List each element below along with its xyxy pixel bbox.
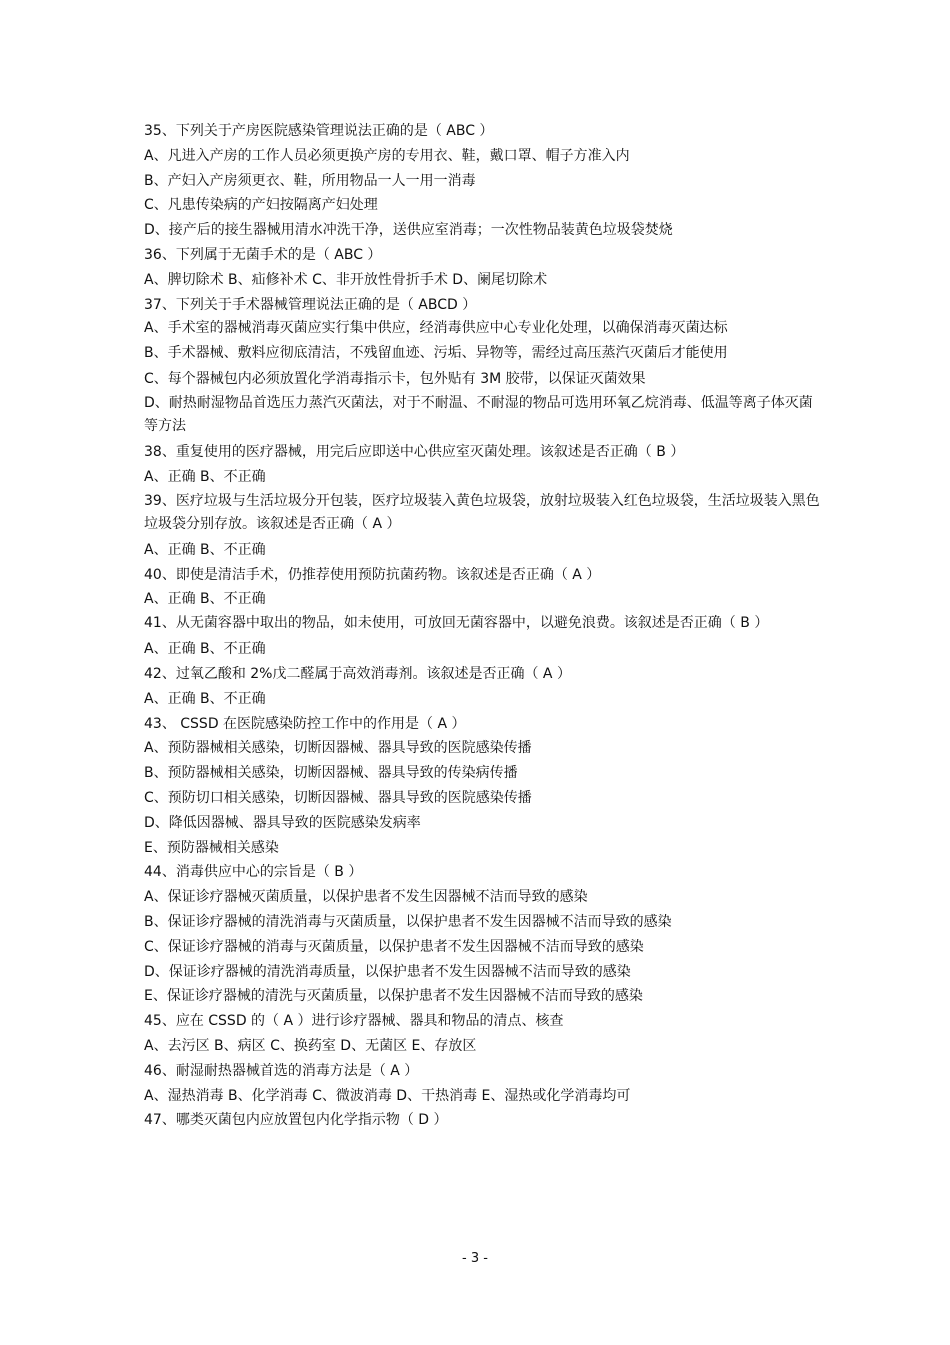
option-line: C、预防切口相关感染，切断因器械、器具导致的医院感染传播 [144,789,532,806]
question-line: 44、消毒供应中心的宗旨是（ B ） [144,864,363,881]
option-line: A、脾切除术 B、疝修补术 C、非开放性骨折手术 D、阑尾切除术 [144,271,548,288]
option-line: A、正确 B、不正确 [144,641,266,658]
question-line: 40、即使是清洁手术，仍推荐使用预防抗菌药物。该叙述是否正确（ A ） [144,566,601,583]
question-line: 41、从无菌容器中取出的物品，如未使用，可放回无菌容器中，以避免浪费。该叙述是否正确（ B ） [144,615,769,632]
option-line: D、保证诊疗器械的清洗消毒质量，以保护患者不发生因器械不洁而导致的感染 [144,963,631,980]
document-body [144,119,824,1133]
question-line: 39、医疗垃圾与生活垃圾分开包装，医疗垃圾装入黄色垃圾袋，放射垃圾装入红色垃圾袋，生活垃圾装入黑色垃圾袋分别存放。该叙述是否正确（ A ） [144,492,820,532]
option-line: A、手术室的器械消毒灭菌应实行集中供应，经消毒供应中心专业化处理，以确保消毒灭菌达标 [144,320,728,337]
option-line: A、正确 B、不正确 [144,468,266,485]
option-line: C、保证诊疗器械的消毒与灭菌质量，以保护患者不发生因器械不洁而导致的感染 [144,938,644,955]
question-line: 42、过氧乙酸和 2%戊二醛属于高效消毒剂。该叙述是否正确（ A ） [144,665,571,682]
option-line: A、保证诊疗器械灭菌质量，以保护患者不发生因器械不洁而导致的感染 [144,889,588,906]
option-line: C、每个器械包内必须放置化学消毒指示卡，包外贴有 3M 胶带，以保证灭菌效果 [144,371,646,388]
option-line: A、凡进入产房的工作人员必须更换产房的专用衣、鞋，戴口罩、帽子方准入内 [144,147,630,164]
question-line: 37、下列关于手术器械管理说法正确的是（ ABCD ） [144,296,477,313]
option-line: E、预防器械相关感染 [144,839,279,856]
option-line: D、耐热耐湿物品首选压力蒸汽灭菌法，对于不耐温、不耐湿的物品可选用环氧乙烷消毒、低温等离子体灭菌等方法 [144,395,813,435]
option-line: A、正确 B、不正确 [144,591,266,608]
option-line: A、正确 B、不正确 [144,541,266,558]
question-line: 36、下列属于无菌手术的是（ ABC ） [144,246,382,263]
option-line: E、保证诊疗器械的清洗与灭菌质量，以保护患者不发生因器械不洁而导致的感染 [144,988,643,1005]
option-line: B、保证诊疗器械的清洗消毒与灭菌质量，以保护患者不发生因器械不洁而导致的感染 [144,913,672,930]
question-line: 38、重复使用的医疗器械，用完后应即送中心供应室灭菌处理。该叙述是否正确（ B ） [144,444,685,461]
option-line: A、去污区 B、病区 C、换药室 D、无菌区 E、存放区 [144,1037,477,1054]
question-line: 43、 CSSD 在医院感染防控工作中的作用是（ A ） [144,715,466,732]
option-line: A、湿热消毒 B、化学消毒 C、微波消毒 D、干热消毒 E、湿热或化学消毒均可 [144,1087,631,1104]
option-line: B、预防器械相关感染，切断因器械、器具导致的传染病传播 [144,765,518,782]
question-line: 45、应在 CSSD 的（ A ）进行诊疗器械、器具和物品的清点、核查 [144,1013,564,1030]
option-line: A、正确 B、不正确 [144,690,266,707]
option-line: D、接产后的接生器械用清水冲洗干净，送供应室消毒；一次性物品装黄色垃圾袋焚烧 [144,222,673,239]
option-line: D、降低因器械、器具导致的医院感染发病率 [144,814,421,831]
page-number: - 3 - [462,1251,488,1266]
question-line: 47、哪类灭菌包内应放置包内化学指示物（ D ） [144,1112,448,1129]
option-line: B、手术器械、敷料应彻底清洁，不残留血迹、污垢、异物等，需经过高压蒸汽灭菌后才能使用 [144,345,728,362]
option-line: C、凡患传染病的产妇按隔离产妇处理 [144,197,378,214]
question-line: 35、下列关于产房医院感染管理说法正确的是（ ABC ） [144,123,494,139]
option-line: A、预防器械相关感染，切断因器械、器具导致的医院感染传播 [144,740,532,757]
option-line: B、产妇入产房须更衣、鞋，所用物品一人一用一消毒 [144,172,476,189]
question-line: 46、耐湿耐热器械首选的消毒方法是（ A ） [144,1062,419,1079]
